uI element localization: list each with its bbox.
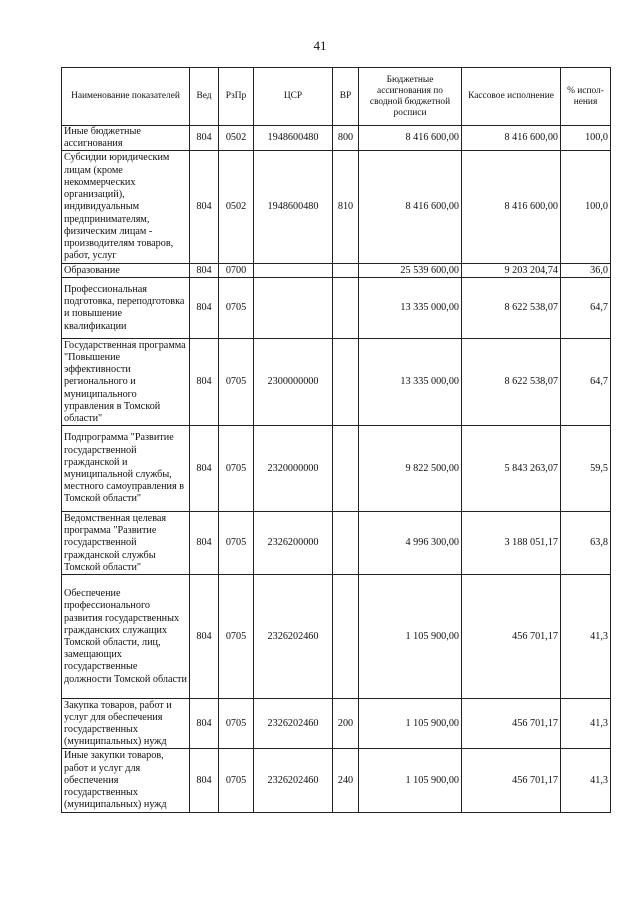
row-vr (333, 339, 359, 426)
row-name: Закупка товаров, работ и услуг для обеспечения государственных (муниципальных) нужд (62, 699, 190, 749)
row-vr: 800 (333, 126, 359, 151)
row-csr (254, 278, 333, 339)
row-vr (333, 264, 359, 278)
row-pct: 63,8 (561, 512, 611, 575)
table-row (62, 426, 611, 512)
header-pct: % испол-нения (561, 68, 611, 126)
row-pct: 36,0 (561, 264, 611, 278)
row-pct: 41,3 (561, 749, 611, 813)
row-cash: 8 416 600,00 (462, 151, 561, 264)
header-rzpr: РзПр (219, 68, 254, 126)
row-ved: 804 (190, 575, 219, 699)
row-name: Профессиональная подготовка, переподготовка и повышение квалификации (62, 278, 190, 339)
row-plan: 4 996 300,00 (359, 512, 462, 575)
row-plan: 13 335 000,00 (359, 278, 462, 339)
row-csr: 1948600480 (254, 126, 333, 151)
row-vr: 810 (333, 151, 359, 264)
row-name: Иные бюджетные ассигнования (62, 126, 190, 151)
row-vr (333, 575, 359, 699)
table-row (62, 278, 611, 339)
row-plan: 13 335 000,00 (359, 339, 462, 426)
row-ved: 804 (190, 339, 219, 426)
header-cash: Кассовое исполнение (462, 68, 561, 126)
row-rzpr: 0705 (219, 512, 254, 575)
table-row (62, 575, 611, 699)
header-ved: Вед (190, 68, 219, 126)
row-ved: 804 (190, 512, 219, 575)
table-row (62, 264, 611, 278)
row-pct: 59,5 (561, 426, 611, 512)
row-cash: 456 701,17 (462, 699, 561, 749)
row-vr: 240 (333, 749, 359, 813)
row-vr: 200 (333, 699, 359, 749)
row-csr: 2326202460 (254, 749, 333, 813)
row-ved: 804 (190, 278, 219, 339)
header-name: Наименование показателей (62, 68, 190, 126)
row-cash: 8 622 538,07 (462, 339, 561, 426)
row-rzpr: 0502 (219, 126, 254, 151)
row-ved: 804 (190, 151, 219, 264)
row-rzpr: 0700 (219, 264, 254, 278)
row-pct: 64,7 (561, 278, 611, 339)
table-row (62, 512, 611, 575)
row-rzpr: 0705 (219, 575, 254, 699)
row-pct: 100,0 (561, 151, 611, 264)
header-plan: Бюджетные ассигнования по сводной бюджетной росписи (359, 68, 462, 126)
row-plan: 25 539 600,00 (359, 264, 462, 278)
row-rzpr: 0705 (219, 339, 254, 426)
row-rzpr: 0705 (219, 426, 254, 512)
table-row (62, 699, 611, 749)
row-csr: 2326202460 (254, 575, 333, 699)
row-ved: 804 (190, 699, 219, 749)
row-name: Иные закупки товаров, работ и услуг для обеспечения государственных (муниципальных) нужд (62, 749, 190, 813)
row-csr: 2320000000 (254, 426, 333, 512)
row-cash: 3 188 051,17 (462, 512, 561, 575)
budget-execution-table (61, 67, 611, 813)
row-csr (254, 264, 333, 278)
row-name: Обеспечение профессионального развития государственных гражданских служащих Томской области, лиц, замещающих государственные должности Томской области (62, 575, 190, 699)
row-cash: 8 622 538,07 (462, 278, 561, 339)
row-ved: 804 (190, 749, 219, 813)
row-ved: 804 (190, 264, 219, 278)
row-rzpr: 0705 (219, 749, 254, 813)
row-name: Подпрограмма "Развитие государственной гражданской и муниципальной службы, местного самоуправления в Томской области" (62, 426, 190, 512)
row-vr (333, 426, 359, 512)
row-name: Субсидии юридическим лицам (кроме некоммерческих организаций), индивидуальным предпринимателям, физическим лицам - производителям товаров, работ, услуг (62, 151, 190, 264)
row-plan: 1 105 900,00 (359, 699, 462, 749)
table-row (62, 339, 611, 426)
row-name: Образование (62, 264, 190, 278)
row-rzpr: 0705 (219, 699, 254, 749)
header-row (62, 68, 611, 126)
row-name: Ведомственная целевая программа "Развитие государственной гражданской службы Томской области" (62, 512, 190, 575)
page-number: 41 (313, 38, 327, 53)
row-plan: 9 822 500,00 (359, 426, 462, 512)
row-csr: 2326200000 (254, 512, 333, 575)
row-cash: 5 843 263,07 (462, 426, 561, 512)
row-name: Государственная программа "Повышение эффективности регионального и муниципального управления в Томской области" (62, 339, 190, 426)
row-rzpr: 0502 (219, 151, 254, 264)
row-cash: 9 203 204,74 (462, 264, 561, 278)
row-plan: 8 416 600,00 (359, 126, 462, 151)
row-ved: 804 (190, 426, 219, 512)
table-row (62, 151, 611, 264)
header-csr: ЦСР (254, 68, 333, 126)
row-rzpr: 0705 (219, 278, 254, 339)
row-csr: 2300000000 (254, 339, 333, 426)
row-pct: 64,7 (561, 339, 611, 426)
row-cash: 8 416 600,00 (462, 126, 561, 151)
row-pct: 100,0 (561, 126, 611, 151)
row-plan: 1 105 900,00 (359, 575, 462, 699)
row-pct: 41,3 (561, 699, 611, 749)
row-csr: 2326202460 (254, 699, 333, 749)
row-vr (333, 512, 359, 575)
table-row (62, 126, 611, 151)
row-cash: 456 701,17 (462, 575, 561, 699)
table-row (62, 749, 611, 813)
row-ved: 804 (190, 126, 219, 151)
row-plan: 1 105 900,00 (359, 749, 462, 813)
row-vr (333, 278, 359, 339)
header-vr: ВР (333, 68, 359, 126)
row-pct: 41,3 (561, 575, 611, 699)
row-plan: 8 416 600,00 (359, 151, 462, 264)
row-csr: 1948600480 (254, 151, 333, 264)
row-cash: 456 701,17 (462, 749, 561, 813)
